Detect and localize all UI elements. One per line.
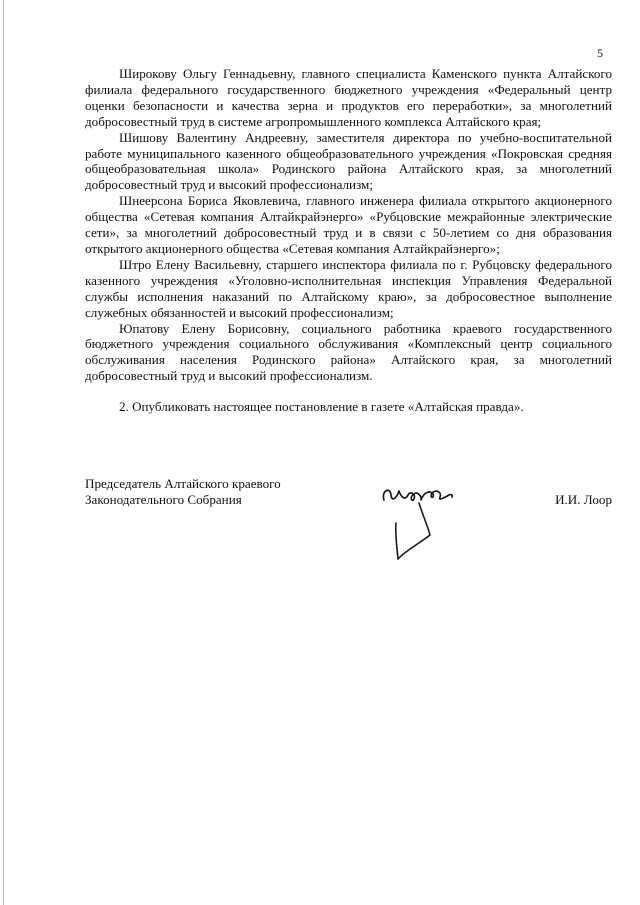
- handwritten-signature: [378, 477, 478, 563]
- signature-block: [85, 476, 612, 566]
- award-paragraph-shirokova: Широкову Ольгу Геннадьевну, главного специалиста Каменского пункта Алтайского филиала федерального государственного бюджетного учреждения «Федеральный центр оценки безопасности и качества зерна и продуктов его переработки», за многолетний добросовестный труд в системе агропромышленного комплекса Алтайского края;: [85, 66, 612, 129]
- signatory-name: И.И. Лоор: [555, 492, 612, 507]
- signatory-title-line-2: Законодательного Собрания: [85, 491, 242, 507]
- document-body: [85, 66, 612, 415]
- award-paragraph-yupatova: Юпатову Елену Борисовну, социального работника краевого государственного бюджетного учреждения социального обслуживания «Комплексный центр социального обслуживания населения Родинского района» Алтайского края, за многолетний добросовестный труд и высокий профессионализм.: [85, 320, 612, 384]
- award-paragraph-shtro: Штро Елену Васильевну, старшего инспектора филиала по г. Рубцовску федерального казенного учреждения «Уголовно-исполнительная инспекция Управления Федеральной службы исполнения наказаний по Алтайскому краю», за добросовестное выполнение служебных обязанностей и высокий профессионализм;: [85, 256, 612, 320]
- page-number: 5: [597, 46, 603, 60]
- publication-clause: 2. Опубликовать настоящее постановление в газете «Алтайская правда».: [119, 399, 524, 415]
- signatory-title: [85, 476, 281, 508]
- award-paragraph-shishova: Шишову Валентину Андреевну, заместителя директора по учебно-воспитательной работе муниципального казенного общеобразовательного учреждения «Покровская средняя общеобразовательная школа» Родинского района Алтайского края, за многолетний добросовестный труд и высокий профессионализм;: [85, 129, 612, 193]
- signatory-title-line-1: Председатель Алтайского краевого: [85, 476, 281, 491]
- page-left-edge: [3, 0, 4, 905]
- award-paragraph-shneerson: Шнеерсона Бориса Яковлевича, главного инженера филиала открытого акционерного общества «Сетевая компания Алтайкрайэнерго» «Рубцовские межрайонные электрические сети», за многолетний добросовестный труд и в связи с 50-летием со дня образования открытого акционерного общества «Сетевая компания Алтайкрайэнерго»;: [85, 193, 612, 256]
